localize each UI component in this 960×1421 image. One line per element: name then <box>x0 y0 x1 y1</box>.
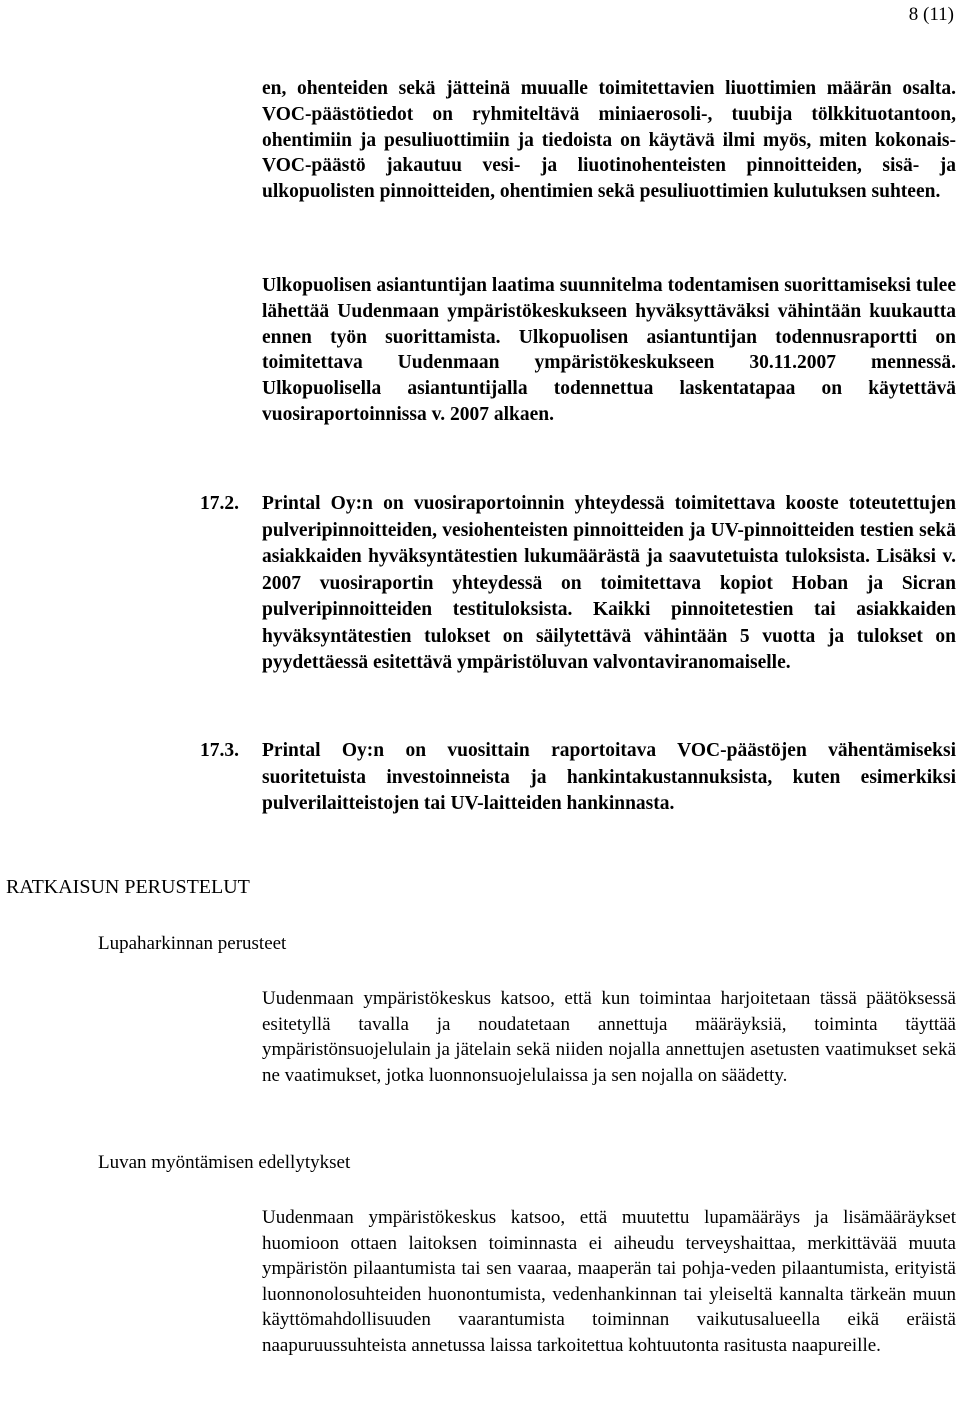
subsection-heading-lupaharkinta: Lupaharkinnan perusteet <box>98 933 287 954</box>
paragraph-lupaharkinta: Uudenmaan ympäristökeskus katsoo, että kun toimintaa harjoitetaan tässä päätöksessä esitetyllä tavalla ja noudatetaan annettuja määräyksiä, toiminta täyttää ympäristönsuojelulain ja jätelain sekä niiden nojalla annettujen asetusten vaatimukset sekä ne vaatimukset, jotka luonnonsuojelulaissa ja sen nojalla on säädetty. <box>262 988 956 1086</box>
paragraph-edellytykset: Uudenmaan ympäristökeskus katsoo, että muutettu lupamääräys ja lisämääräykset huomioon ottaen laitoksen toiminnasta ei aiheudu terveyshaittaa, merkittävää muuta ympäristön pilaantumista tai sen vaaraa, maaperän tai pohja-veden pilaantumista, erityistä luonnonolosuhteiden huonontumista, vedenhankinnan tai yleiseltä kannalta tärkeän muun käyttömahdollisuuden vaarantumista toiminnan vaikutusalueella eikä eräistä naapuruussuhteista annetussa laissa tarkoitettua kohtuutonta rasitusta naapureille. <box>262 1207 956 1356</box>
paragraph-voc-continuation: en, ohenteiden sekä jätteinä muualle toimitettavien liuottimien määrän osalta. VOC-päästötiedot on ryhmiteltävä miniaerosoli-, tuubija tölkkituotantoon, ohentimiin ja pesuliuottimiin ja tiedoista on käytävä ilmi myös, miten kokonais-VOC-päästö jakautuu vesi- ja liuotinohenteisten pinnoitteiden, sisä- ja ulkopuolisten pinnoitteiden, ohentimien sekä pesuliuottimien kulutuksen suhteen. <box>262 78 956 203</box>
item-text: Printal Oy:n on vuosiraportoinnin yhteydessä toimitettava kooste toteutettujen pulveripinnoitteiden, vesiohenteisten pinnoitteiden ja UV-pinnoitteiden testien sekä asiakkaiden hyväksyntätestien lukumäärästä ja saavutetuista tuloksista. Lisäksi v. 2007 vuosiraportin yhteydessä on toimitettava kopiot Hoban ja Sicran pulveripinnoitteiden testituloksista. Kaikki pinnoitetestien tai asiakkaiden hyväksyntätestien tulokset on säilytettävä vähintään 5 vuotta ja tulokset on pyydettäessä esitettävä ympäristöluvan valvontaviranomaiselle. <box>262 493 956 673</box>
subsection-heading-edellytykset: Luvan myöntämisen edellytykset <box>98 1152 351 1173</box>
item-number: 17.3. <box>200 740 239 761</box>
item-text: Printal Oy:n on vuosittain raportoitava VOC-päästöjen vähentämiseksi suoritetuista investoinneista ja hankintakustannuksista, kuten esimerkiksi pulverilaitteistojen tai UV-laitteiden hankinnasta. <box>262 740 956 814</box>
item-number: 17.2. <box>200 493 239 514</box>
item-17-2 <box>200 491 956 677</box>
item-17-3 <box>200 738 956 818</box>
section-title: RATKAISUN PERUSTELUT <box>6 876 250 898</box>
paragraph-external-expert: Ulkopuolisen asiantuntijan laatima suunnitelma todentamisen suorittamiseksi tulee lähettää Uudenmaan ympäristökeskukseen hyväksyttäväksi vähintään kuukautta ennen työn suorittamista. Ulkopuolisen asiantuntijan todennusraportti on toimitettava Uudenmaan ympäristökeskukseen 30.11.2007 mennessä. Ulkopuolisella asiantuntijalla todennettua laskentatapaa on käytettävä vuosiraportoinnissa v. 2007 alkaen. <box>262 275 956 425</box>
page-number: 8 (11) <box>908 4 954 25</box>
